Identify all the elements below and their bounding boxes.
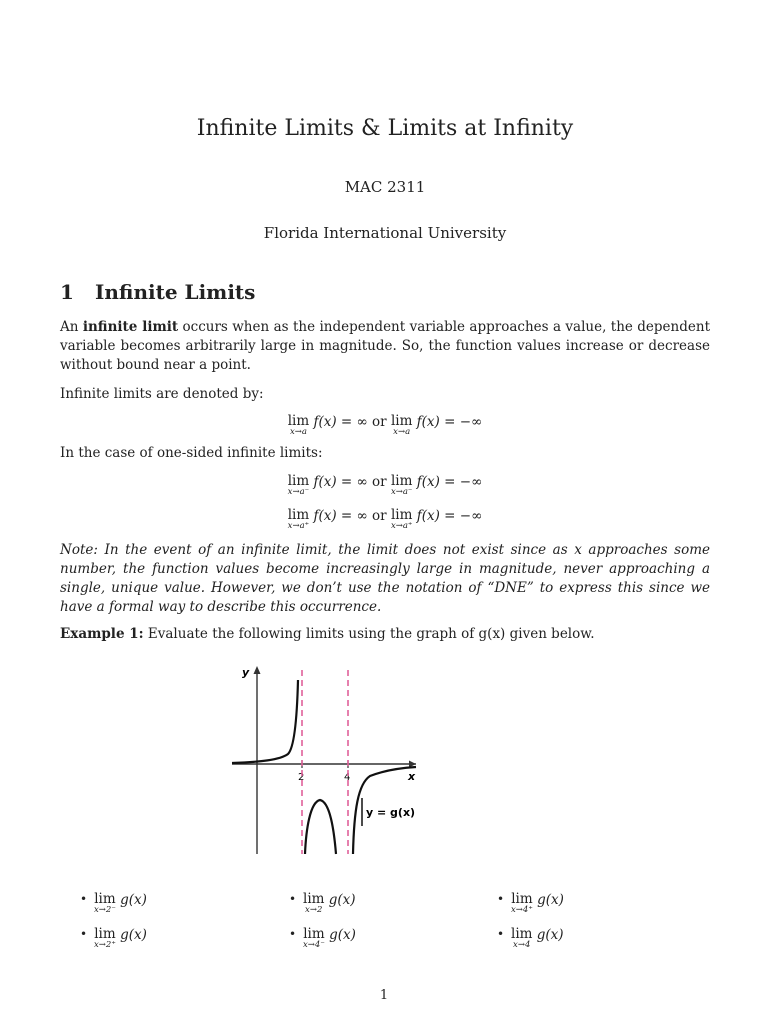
exercise-item: • lim x→2⁻ g(x) bbox=[80, 891, 147, 915]
section-heading bbox=[60, 280, 255, 304]
course-code: MAC 2311 bbox=[344, 178, 426, 196]
example-label: Example 1: bbox=[60, 626, 144, 642]
formula-or: or bbox=[372, 508, 387, 524]
formula-right-sided bbox=[60, 508, 710, 531]
formula-expr: f(x) = ∞ bbox=[313, 508, 368, 524]
limit-operator: lim x→a⁻ bbox=[390, 473, 413, 497]
document-title: Infinite Limits & Limits at Infinity bbox=[196, 116, 574, 141]
tick-label-4: 4 bbox=[344, 772, 351, 783]
limit-operator: lim x→a⁺ bbox=[390, 507, 413, 531]
limit-operator: lim x→a bbox=[390, 413, 413, 437]
intro-post: occurs when as the independent variable approaches a value, the dependent variable becomes arbitrarily large in magnitude. So, the function values increase or decrease without bound near a point. bbox=[60, 319, 710, 373]
intro-paragraph bbox=[60, 318, 710, 375]
tick-label-2: 2 bbox=[298, 772, 305, 783]
formula-expr: f(x) = −∞ bbox=[416, 508, 483, 524]
note-paragraph: Note: In the event of an infinite limit, the limit does not exist since as x approaches some number, the function values become increasingly large in magnitude, never approaching a single, unique value. However, we don’t use the notation of “DNE” to express this since we have a formal way to describe this occurrence. bbox=[60, 542, 710, 615]
curve-label: y = g(x) bbox=[366, 806, 416, 819]
formula-expr: f(x) = ∞ bbox=[313, 474, 368, 490]
example-prompt bbox=[60, 625, 710, 644]
curve-middle-branch bbox=[305, 800, 336, 854]
formula-two-sided bbox=[60, 414, 710, 437]
formula-or: or bbox=[372, 474, 387, 490]
formula-or: or bbox=[372, 414, 387, 430]
one-sided-text: In the case of one-sided infinite limits: bbox=[60, 445, 323, 461]
section-title: Infinite Limits bbox=[95, 280, 256, 304]
exercise-item: • lim x→4⁺ g(x) bbox=[497, 891, 564, 915]
exercise-item: • lim x→4⁻ g(x) bbox=[289, 926, 356, 950]
page-number: 1 bbox=[379, 988, 389, 1003]
intro-term: infinite limit bbox=[82, 319, 179, 335]
formula-expr: f(x) = −∞ bbox=[416, 414, 483, 430]
exercise-item: • lim x→4 g(x) bbox=[497, 926, 564, 950]
example-text: Evaluate the following limits using the graph of g(x) given below. bbox=[143, 626, 595, 642]
y-axis-arrow bbox=[254, 666, 261, 674]
x-axis-label: x bbox=[408, 770, 416, 783]
limit-operator: lim x→a⁻ bbox=[287, 473, 310, 497]
section-number: 1 bbox=[60, 280, 74, 304]
graph-of-g bbox=[230, 660, 420, 856]
limit-operator: lim x→a⁺ bbox=[287, 507, 310, 531]
university-name: Florida International University bbox=[263, 224, 507, 242]
formula-expr: f(x) = ∞ bbox=[313, 414, 368, 430]
denoted-text: Infinite limits are denoted by: bbox=[60, 386, 264, 402]
curve-left-branch bbox=[232, 680, 298, 763]
exercise-item: • lim x→2⁺ g(x) bbox=[80, 926, 147, 950]
formula-left-sided bbox=[60, 474, 710, 497]
limit-operator: lim x→a bbox=[287, 413, 310, 437]
y-axis-label: y bbox=[242, 666, 250, 679]
exercise-item: • lim x→2 g(x) bbox=[289, 891, 356, 915]
formula-expr: f(x) = −∞ bbox=[416, 474, 483, 490]
intro-pre: An bbox=[60, 319, 83, 335]
